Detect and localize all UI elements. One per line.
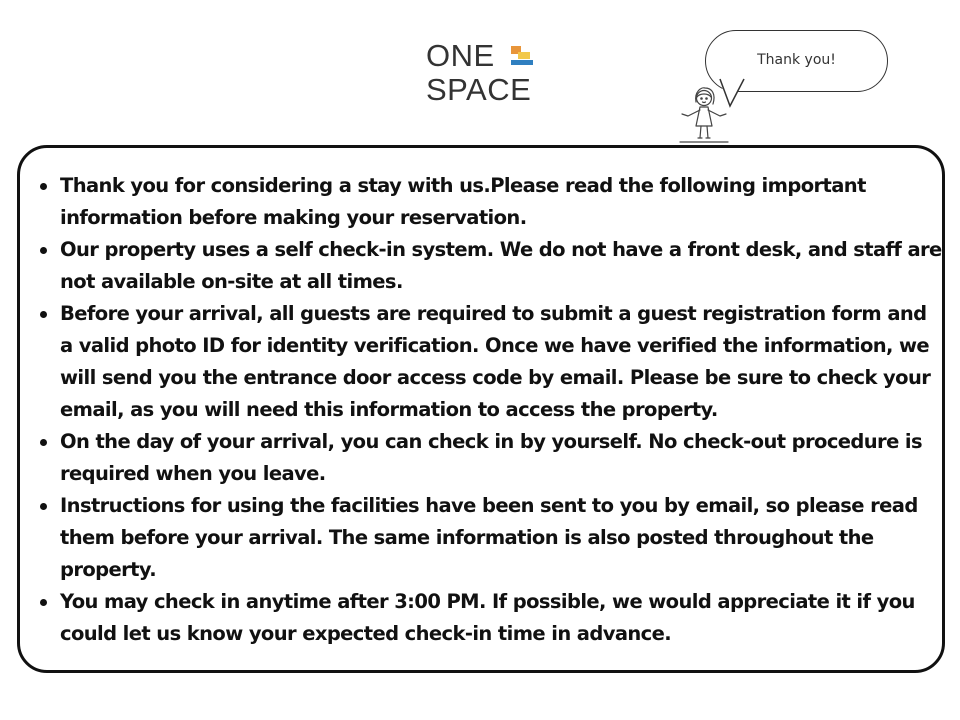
logo-text-space: SPACE: [426, 72, 532, 107]
speech-bubble-text: Thank you!: [757, 52, 836, 68]
logo-text-one: ONE: [426, 38, 495, 73]
notice-item: On the day of your arrival, you can check in by yourself. No check-out procedure is required when you leave.: [60, 426, 945, 490]
girl-figure-icon: [676, 84, 732, 146]
notice-item: You may check in anytime after 3:00 PM. If possible, we would appreciate it if you could let us know your expected check-in time in advance.: [60, 586, 945, 650]
logo-blocks-icon: [509, 45, 535, 67]
notice-item: Thank you for considering a stay with us.Please read the following important information before making your reservation.: [60, 170, 945, 234]
notice-item: Instructions for using the facilities have been sent to you by email, so please read them before your arrival. The same information is also posted throughout the property.: [60, 490, 945, 586]
notice-item: Our property uses a self check-in system. We do not have a front desk, and staff are not available on-site at all times.: [60, 234, 945, 298]
notice-item: Before your arrival, all guests are required to submit a guest registration form and a valid photo ID for identity verification. Once we have verified the information, we will send you the entrance door access code by email. Please be sure to check your email, as you will need this information to access the property.: [60, 298, 945, 426]
notice-list: [60, 170, 945, 650]
brand-logo: [426, 40, 556, 110]
